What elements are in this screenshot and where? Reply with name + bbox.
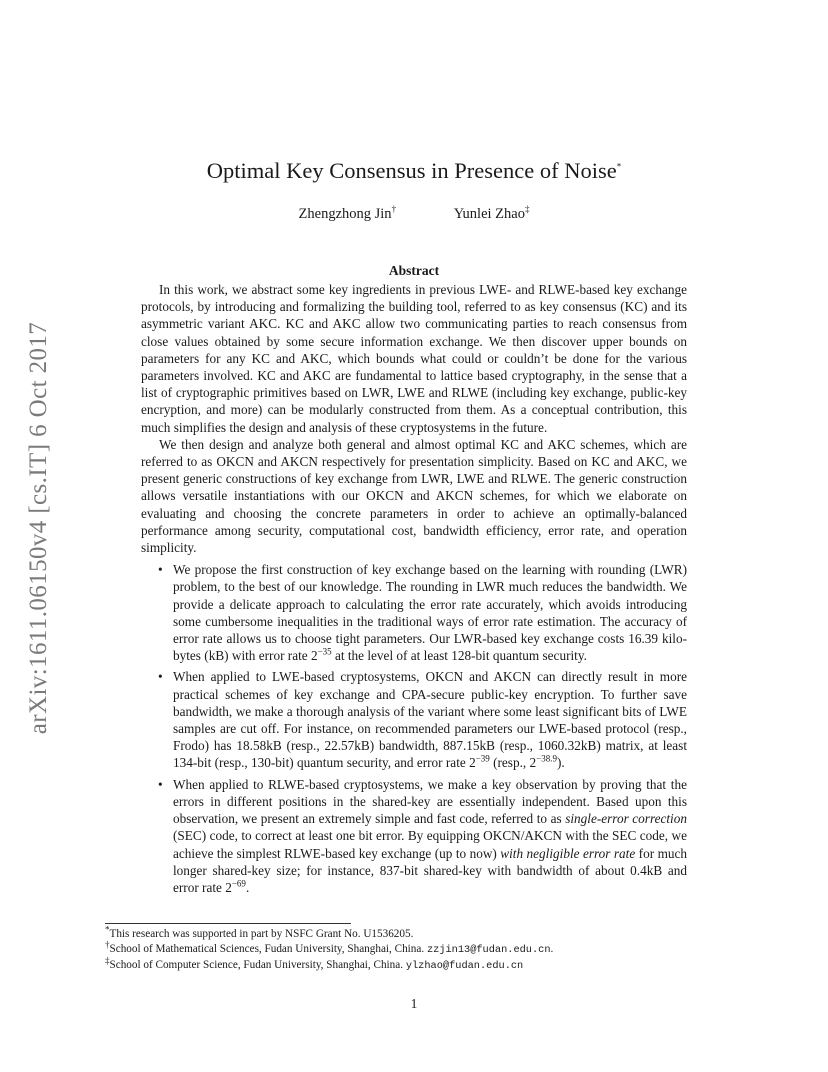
bullet-2-mid: (resp., 2 [489,755,537,771]
arxiv-identifier [16,305,62,750]
abstract-paragraph-1: In this work, we abstract some key ingredients in previous LWE- and RLWE-based key exchange protocols, by introducing and formalizing the building tool, referred to as key consensus (KC) and its asymmetric variant AKC. KC and AKC allow two communicating parties to reach consensus from close values obtained by some secure information exchange. We then discover upper bounds on parameters for any KC and AKC, which bounds what could or couldn’t be done for the various parameters involved. KC and AKC are fundamental to lattice based cryptography, in the sense that a list of cryptographic primitives based on LWR, LWE and RLWE (including key exchange, public-key encryption, and more) can be modularly constructed from them. As a conceptual contribution, this much simplifies the design and analysis of these cryptosystems in the future. [141,282,687,435]
bullet-3-exponent: −69 [231,878,246,889]
author-1-mark: † [391,204,397,215]
footnote-1 [105,924,725,942]
footnote-2 [105,939,725,958]
footnote-2-text: School of Mathematical Sciences, Fudan University, Shanghai, China. [109,943,427,955]
author-list [0,204,828,224]
bullet-3-emphasis-2: with negligible error rate [500,845,636,861]
arxiv-identifier-text: arXiv:1611.06150v4 [cs.IT] 6 Oct 2017 [25,321,52,734]
abstract-body [141,281,687,900]
bullet-3-text-2: (SEC) code, to correct at least one bit error. By equipping OKCN/AKCN with the SEC code, we achieve the simplest RLWE-based key exchange (up to now) [173,828,687,861]
bullet-3-text-3: for much longer shared-key size; for instance, 837-bit shared-key with bandwidth of about 0.4kB and error rate 2 [173,845,688,895]
footnote-1-mark: * [105,924,110,935]
bullet-3-text-4: . [245,879,250,895]
footnote-3-text: School of Computer Science, Fudan University, Shanghai, China. [109,959,406,971]
contribution-list [141,561,687,896]
bullet-3-text-1: When applied to RLWE-based cryptosystems, we make a key observation by proving that the errors in different positions in the shared-key are essentially independent. Based upon this observation, we present an extremely simple and fast code, referred to as [173,776,687,827]
author-1 [299,204,397,224]
abstract-paragraph-2: We then design and analyze both general and almost optimal KC and AKC schemes, which are referred to as OKCN and AKCN respectively for presentation simplicity. Based on KC and AKC, we present generic constructions of key exchange from LWR, LWE and RLWE. The generic construction allows versatile instantiations with our OKCN and AKCN schemes, for which we elaborate on evaluating and choosing the concrete parameters in order to achieve an optimally-balanced performance among security, computational cost, bandwidth efficiency, error rate, and operation simplicity. [141,436,687,556]
bullet-2-tail: ). [556,755,565,771]
author-2-mark: ‡ [524,204,530,215]
bullet-icon: • [158,776,163,792]
bullet-2-exponent-2: −38.9 [536,754,557,765]
author-2 [454,204,530,224]
list-item [141,668,687,771]
bullet-icon: • [158,562,163,578]
paper-title [0,156,828,186]
paper-title-text: Optimal Key Consensus in Presence of Noise [206,158,617,183]
footnote-2-email: zzjin13@fudan.edu.cn [426,944,551,956]
footnote-2-mark: † [105,939,110,950]
title-footnote-mark: * [616,161,622,172]
footnotes [105,924,725,974]
bullet-1-text: We propose the first construction of key exchange based on the learning with rounding (LWR) problem, to the best of our knowledge. The rounding in LWR much reduces the bandwidth. We provide a delicate approach to calculating the error rate accurately, which avoids introducing some cumbersome inequalities in the traditional ways of error rate estimation. The accuracy of error rate allows us to choose tight parameters. Our LWR-based key exchange costs 16.39 kilo-bytes (kB) with error rate 2 [173,562,687,664]
footnote-1-text: This research was supported in part by NSFC Grant No. U1536205. [109,928,414,940]
bullet-2-exponent-1: −39 [475,754,490,765]
footnote-3-email: ylzhao@fudan.edu.cn [405,960,524,972]
bullet-1-exponent: −35 [317,646,332,657]
footnote-3-mark: ‡ [105,955,110,966]
bullet-icon: • [158,669,163,685]
footnote-2-end: . [550,943,554,955]
footnote-divider [105,923,351,924]
author-1-name: Zhengzhong Jin [298,206,392,222]
abstract-heading: Abstract [388,263,440,278]
list-item [141,776,687,896]
author-2-name: Yunlei Zhao [453,206,525,222]
bullet-1-tail: at the level of at least 128-bit quantum security. [331,648,587,664]
footnote-3 [105,955,725,974]
page-number: 1 [410,996,418,1011]
bullet-3-emphasis-1: single-error correction [565,811,687,827]
bullet-2-text: When applied to LWE-based cryptosystems, OKCN and AKCN can directly result in more practical schemes of key exchange and CPA-secure public-key encryption. To further save bandwidth, we make a thorough analysis of the variant where some least significant bits of LWE samples are cut off. For instance, on recommended parameters our LWE-based protocol (resp., Frodo) has 18.58kB (resp., 22.57kB) bandwidth, 887.15kB (resp., 1060.32kB) matrix, at least 134-bit (resp., 130-bit) quantum security, and error rate 2 [173,669,687,771]
list-item [141,561,687,664]
